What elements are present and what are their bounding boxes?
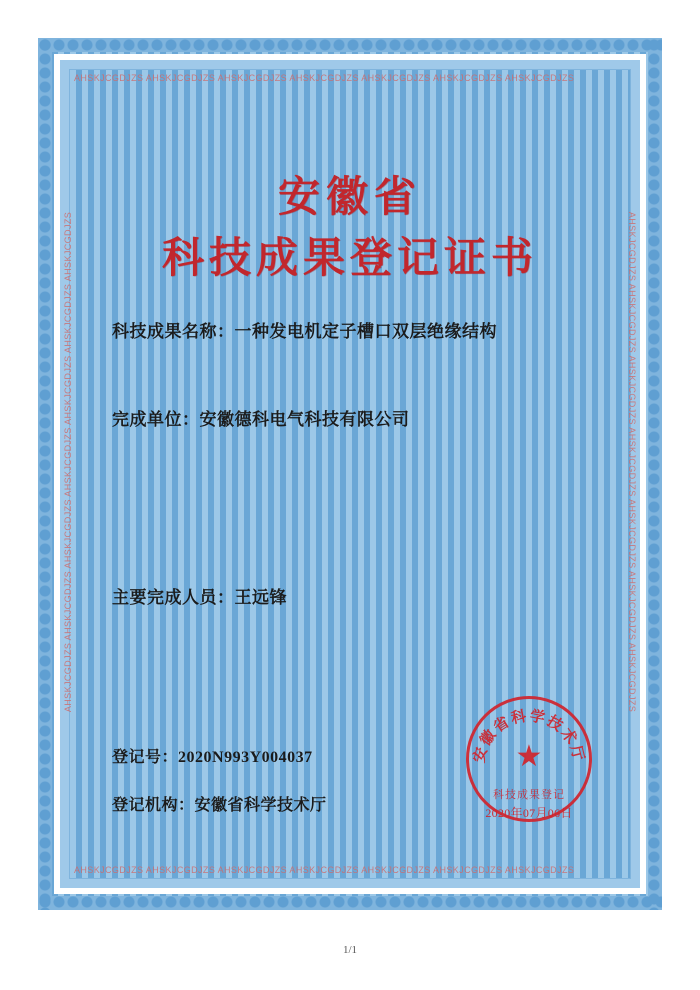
- microtext-top: AHSKJCGDJZS AHSKJCGDJZS AHSKJCGDJZS AHSKJCGDJZS AHSKJCGDJZS AHSKJCGDJZS AHSKJCGDJZS: [74, 73, 575, 83]
- field-completing-unit-label: 完成单位：: [112, 410, 200, 430]
- certificate-title: [86, 90, 614, 287]
- field-achievement-name: [112, 317, 614, 342]
- field-main-contributors-label: 主要完成人员：: [112, 588, 235, 608]
- field-completing-unit: [112, 405, 614, 430]
- scallop-border-bottom: [38, 895, 662, 910]
- title-line-main: 科技成果登记证书: [161, 235, 538, 282]
- scallop-border-left: [38, 38, 53, 910]
- field-completing-unit-value: 安徽德科电气科技有限公司: [199, 410, 410, 430]
- microtext-right: AHSKJCGDJZS AHSKJCGDJZS AHSKJCGDJZS AHSKJCGDJZS AHSKJCGDJZS AHSKJCGDJZS AHSKJCGDJZS: [627, 211, 637, 713]
- field-registration-number-label: 登记号：: [112, 749, 179, 767]
- seal-bottom-text: 科技成果登记: [493, 789, 565, 801]
- scallop-border-top: [38, 38, 662, 53]
- seal-date: 2020年07月06日: [485, 806, 573, 820]
- field-registration-authority-value: 安徽省科学技术厅: [194, 797, 327, 815]
- scallop-border-right: [647, 38, 662, 910]
- official-seal: [466, 696, 592, 822]
- microtext-left: AHSKJCGDJZS AHSKJCGDJZS AHSKJCGDJZS AHSKJCGDJZS AHSKJCGDJZS AHSKJCGDJZS AHSKJCGDJZS: [63, 211, 73, 713]
- page-number: 1/1: [342, 944, 358, 956]
- field-registration-number-value: 2020N993Y004037: [178, 749, 313, 767]
- certificate-frame: [38, 38, 662, 910]
- field-main-contributors: [112, 583, 614, 608]
- title-line-province: 安徽省: [277, 175, 422, 221]
- seal-arc-textpath: 安徽省科学技术厅: [471, 708, 587, 765]
- field-main-contributors-value: 王远锋: [234, 588, 287, 608]
- field-achievement-name-label: 科技成果名称：: [112, 322, 235, 342]
- microtext-bottom: AHSKJCGDJZS AHSKJCGDJZS AHSKJCGDJZS AHSKJCGDJZS AHSKJCGDJZS AHSKJCGDJZS AHSKJCGDJZS: [74, 865, 575, 875]
- seal-star-icon: ★: [515, 740, 543, 773]
- field-registration-authority-label: 登记机构：: [112, 797, 195, 815]
- field-achievement-name-value: 一种发电机定子槽口双层绝缘结构: [234, 322, 497, 342]
- certificate-content: [86, 90, 614, 858]
